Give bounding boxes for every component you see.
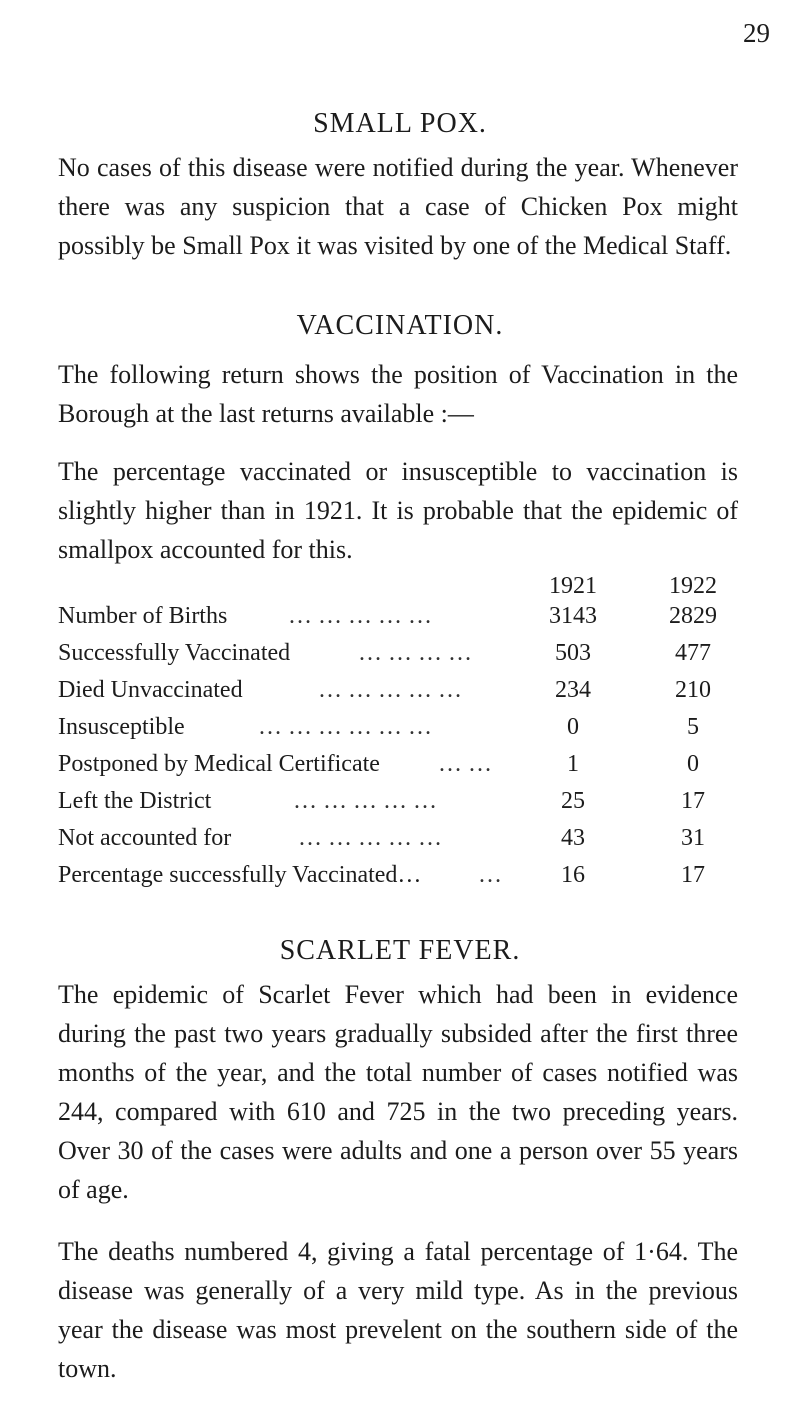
row-value-1922: 5 <box>687 714 699 740</box>
table-row <box>58 788 738 818</box>
row-dots: … … … … … <box>288 603 432 629</box>
column-header-1921: 1921 <box>549 573 597 599</box>
row-value-1921: 3143 <box>549 603 597 629</box>
row-dots: … … … … <box>358 640 472 666</box>
row-value-1922: 31 <box>681 825 705 851</box>
row-value-1921: 16 <box>561 862 585 888</box>
row-dots: … … … … … … <box>258 714 432 740</box>
row-label: Not accounted for <box>58 825 232 851</box>
row-label: Died Unvaccinated <box>58 677 243 703</box>
table-header <box>58 573 738 603</box>
vaccination-paragraph: The percentage vaccinated or insusceptible to vaccination is slightly higher than in 1921. It is probable that the epidemic of smallpox accounted for this. <box>58 457 738 564</box>
table-row <box>58 825 738 855</box>
row-label: Left the District <box>58 788 212 814</box>
row-value-1922: 17 <box>681 788 705 814</box>
row-value-1922: 0 <box>687 751 699 777</box>
row-value-1922: 2829 <box>669 603 717 629</box>
row-label: Insusceptible <box>58 714 185 740</box>
row-value-1921: 25 <box>561 788 585 814</box>
scarlet-fever-heading: SCARLET FEVER. <box>279 935 521 966</box>
row-label: Successfully Vaccinated <box>58 640 291 666</box>
row-value-1921: 503 <box>555 640 591 666</box>
row-dots: … <box>478 862 502 888</box>
vaccination-heading: VACCINATION. <box>296 310 504 341</box>
vaccination-intro: The following return shows the position of Vaccination in the Borough at the last returns available :— <box>58 360 738 428</box>
row-value-1921: 43 <box>561 825 585 851</box>
row-dots: … … … … … <box>298 825 442 851</box>
row-label: Number of Births <box>58 603 228 629</box>
row-label: Postponed by Medical Certificate <box>58 751 380 777</box>
scarlet-fever-paragraph-1: The epidemic of Scarlet Fever which had been in evidence during the past two years gradually subsided after the first three months of the year, and the total number of cases notified was 244, compared with 610 and 725 in the two preceding years. Over 30 of the cases were adults and one a person over 55 years of age. <box>58 980 738 1204</box>
table-row <box>58 677 738 707</box>
row-value-1921: 234 <box>555 677 591 703</box>
row-dots: … … … … … <box>318 677 462 703</box>
row-value-1922: 210 <box>675 677 711 703</box>
row-value-1922: 477 <box>675 640 711 666</box>
table-row <box>58 751 738 781</box>
row-dots: … … … … … <box>293 788 437 814</box>
column-header-1922: 1922 <box>669 573 717 599</box>
scarlet-fever-paragraph-2: The deaths numbered 4, giving a fatal percentage of 1·64. The disease was generally of a very mild type. As in the previous year the disease was most prevelent on the southern side of the town. <box>58 1237 738 1383</box>
row-value-1921: 0 <box>567 714 579 740</box>
small-pox-paragraph: No cases of this disease were notified during the year. Whenever there was any suspicion that a case of Chicken Pox might possibly be Small Pox it was visited by one of the Medical Staff. <box>58 153 738 260</box>
table-row <box>58 714 738 744</box>
table-row <box>58 640 738 670</box>
row-value-1922: 17 <box>681 862 705 888</box>
small-pox-heading: SMALL POX. <box>313 108 487 139</box>
row-dots: … … <box>438 751 492 777</box>
table-row <box>58 862 738 892</box>
row-value-1921: 1 <box>567 751 579 777</box>
row-label: Percentage successfully Vaccinated… <box>58 862 422 888</box>
page-number: 29 <box>743 18 770 48</box>
table-row <box>58 603 738 633</box>
